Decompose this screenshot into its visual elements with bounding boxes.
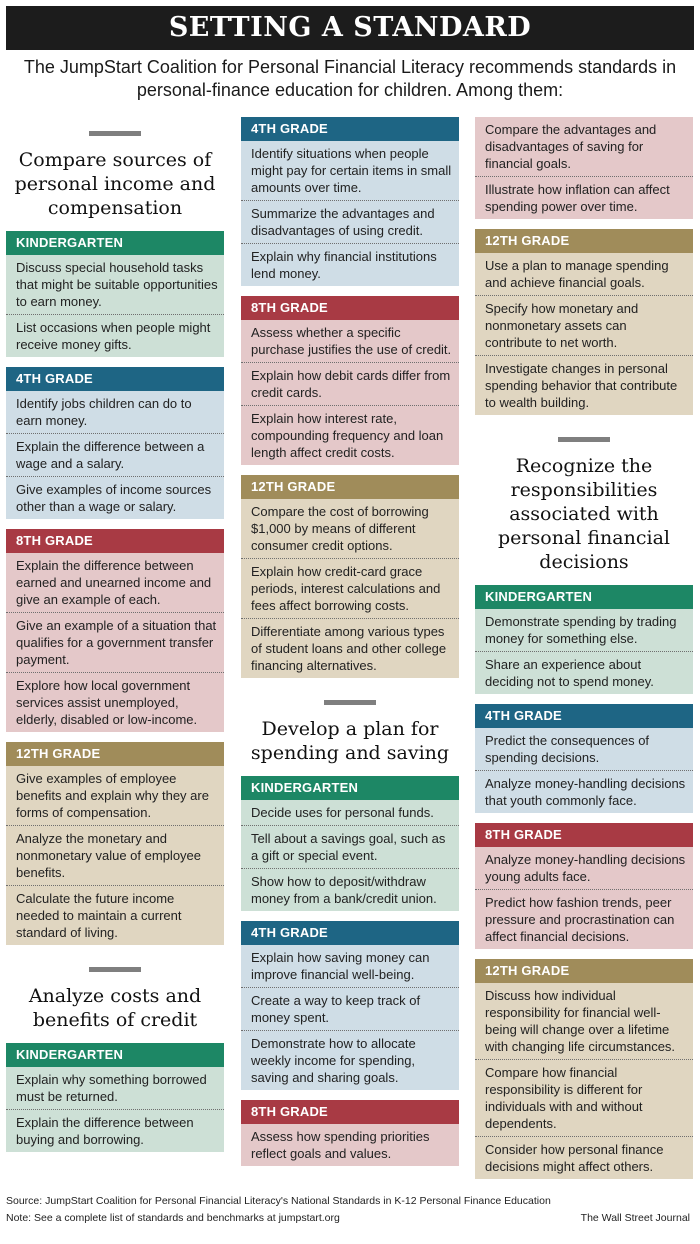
standard-item: Explain the difference between buying and borrowing. [6, 1109, 224, 1152]
grade-block-4th [241, 117, 459, 286]
standard-item: Summarize the advantages and disadvantages of using credit. [241, 200, 459, 243]
standard-item: Predict how fashion trends, peer pressure and procrastination can affect financial decisions. [475, 889, 693, 949]
standard-item: Differentiate among various types of student loans and other college financing alternatives. [241, 618, 459, 678]
publication-credit: The Wall Street Journal [580, 1212, 690, 1224]
standard-item: Discuss special household tasks that might be suitable opportunities to earn money. [6, 255, 224, 314]
standard-item: Explain how saving money can improve financial well-being. [241, 945, 459, 987]
section-income [6, 131, 224, 945]
grade-block-kindergarten [475, 585, 693, 694]
standard-item: Use a plan to manage spending and achieve financial goals. [475, 253, 693, 295]
standard-item: Explain how interest rate, compounding frequency and loan length affect credit costs. [241, 405, 459, 465]
standard-item: Explain how debit cards differ from credit cards. [241, 362, 459, 405]
grade-block-8th [475, 823, 693, 949]
grade-label: 12TH GRADE [475, 959, 693, 983]
standard-item: Illustrate how inflation can affect spending power over time. [475, 176, 693, 219]
section-divider [324, 700, 376, 705]
standard-item: Identify situations when people might pay for certain items in small amounts over time. [241, 141, 459, 200]
standard-item: Analyze the monetary and nonmonetary value of employee benefits. [6, 825, 224, 885]
section-credit [6, 967, 224, 1152]
section-heading: Recognize the responsibilities associated with personal financial decisions [498, 455, 670, 573]
standard-item: Assess how spending priorities reflect goals and values. [241, 1124, 459, 1166]
grade-label: 4TH GRADE [6, 367, 224, 391]
grade-label: KINDERGARTEN [6, 1043, 224, 1067]
section-heading: Develop a plan for spending and saving [250, 718, 450, 764]
grade-block-kindergarten [241, 776, 459, 911]
grade-block-kindergarten [6, 1043, 224, 1152]
standard-item: Create a way to keep track of money spent. [241, 987, 459, 1030]
grade-label: 12TH GRADE [6, 742, 224, 766]
grade-block-8th-continued [475, 117, 693, 219]
grade-label: 12TH GRADE [241, 475, 459, 499]
standard-item: Explain the difference between earned and unearned income and give an example of each. [6, 553, 224, 612]
grade-block-12th [475, 959, 693, 1179]
standard-item: Compare the cost of borrowing $1,000 by means of different consumer credit options. [241, 499, 459, 558]
grade-label: 4TH GRADE [475, 704, 693, 728]
grade-label: 12TH GRADE [475, 229, 693, 253]
standard-item: Explain why something borrowed must be returned. [6, 1067, 224, 1109]
grade-label: 8TH GRADE [475, 823, 693, 847]
section-spending-continued [475, 117, 693, 415]
page-title: SETTING A STANDARD [6, 6, 694, 50]
standard-item: Investigate changes in personal spending behavior that contribute to wealth building. [475, 355, 693, 415]
standard-item: Analyze money-handling decisions young adults face. [475, 847, 693, 889]
grade-label: 8TH GRADE [241, 1100, 459, 1124]
grade-label: KINDERGARTEN [241, 776, 459, 800]
standard-item: Predict the consequences of spending decisions. [475, 728, 693, 770]
standard-item: List occasions when people might receive money gifts. [6, 314, 224, 357]
standard-item: Calculate the future income needed to maintain a current standard of living. [6, 885, 224, 945]
standard-item: Demonstrate how to allocate weekly income for spending, saving and sharing goals. [241, 1030, 459, 1090]
grade-label: 4TH GRADE [241, 921, 459, 945]
grade-label: 8TH GRADE [241, 296, 459, 320]
standard-item: Give examples of income sources other than a wage or salary. [6, 476, 224, 519]
section-divider [89, 967, 141, 972]
source-note: Source: JumpStart Coalition for Personal Financial Literacy's National Standards in K-12 Personal Finance Education [6, 1195, 551, 1207]
section-responsibility [475, 437, 693, 1179]
grade-block-12th [475, 229, 693, 415]
page-subtitle: The JumpStart Coalition for Personal Financial Literacy recommends standards in personal-finance education for children. Among them: [23, 57, 677, 100]
section-heading: Compare sources of personal income and compensation [14, 149, 216, 219]
grade-block-4th [241, 921, 459, 1090]
standard-item: Explore how local government services assist unemployed, elderly, disabled or low-income. [6, 672, 224, 732]
standard-item: Show how to deposit/withdraw money from a bank/credit union. [241, 868, 459, 911]
grade-label: KINDERGARTEN [475, 585, 693, 609]
standard-item: Explain why financial institutions lend money. [241, 243, 459, 286]
grade-block-12th [241, 475, 459, 678]
section-divider [558, 437, 610, 442]
standard-item: Analyze money-handling decisions that youth commonly face. [475, 770, 693, 813]
standard-item: Compare how financial responsibility is different for individuals with and without dependents. [475, 1059, 693, 1136]
footnote: Note: See a complete list of standards and benchmarks at jumpstart.org [6, 1212, 340, 1224]
section-credit-continued [241, 117, 459, 678]
grade-block-12th [6, 742, 224, 945]
standard-item: Assess whether a specific purchase justifies the use of credit. [241, 320, 459, 362]
standard-item: Discuss how individual responsibility for financial well-being will change over a lifetime with changing life circumstances. [475, 983, 693, 1059]
grade-block-kindergarten [6, 231, 224, 357]
section-divider [89, 131, 141, 136]
grade-block-8th [241, 1100, 459, 1166]
standard-item: Decide uses for personal funds. [241, 800, 459, 825]
grade-label: 8TH GRADE [6, 529, 224, 553]
standard-item: Give an example of a situation that qualifies for a government transfer payment. [6, 612, 224, 672]
standard-item: Explain the difference between a wage and a salary. [6, 433, 224, 476]
column-left [6, 131, 224, 1162]
standard-item: Explain how credit-card grace periods, interest calculations and fees affect borrowing costs. [241, 558, 459, 618]
standard-item: Demonstrate spending by trading money for something else. [475, 609, 693, 651]
standard-item: Tell about a savings goal, such as a gift or special event. [241, 825, 459, 868]
standard-item: Give examples of employee benefits and explain why they are forms of compensation. [6, 766, 224, 825]
grade-block-4th [6, 367, 224, 519]
standard-item: Identify jobs children can do to earn money. [6, 391, 224, 433]
standard-item: Specify how monetary and nonmonetary assets can contribute to net worth. [475, 295, 693, 355]
section-heading: Analyze costs and benefits of credit [28, 985, 202, 1031]
grade-label: KINDERGARTEN [6, 231, 224, 255]
column-right [475, 117, 693, 1189]
grade-label: 4TH GRADE [241, 117, 459, 141]
section-spending [241, 700, 459, 1166]
column-middle [241, 117, 459, 1176]
standard-item: Consider how personal finance decisions might affect others. [475, 1136, 693, 1179]
grade-block-8th [241, 296, 459, 465]
standard-item: Share an experience about deciding not to spend money. [475, 651, 693, 694]
grade-block-4th [475, 704, 693, 813]
grade-block-8th [6, 529, 224, 732]
standard-item: Compare the advantages and disadvantages of saving for financial goals. [475, 117, 693, 176]
